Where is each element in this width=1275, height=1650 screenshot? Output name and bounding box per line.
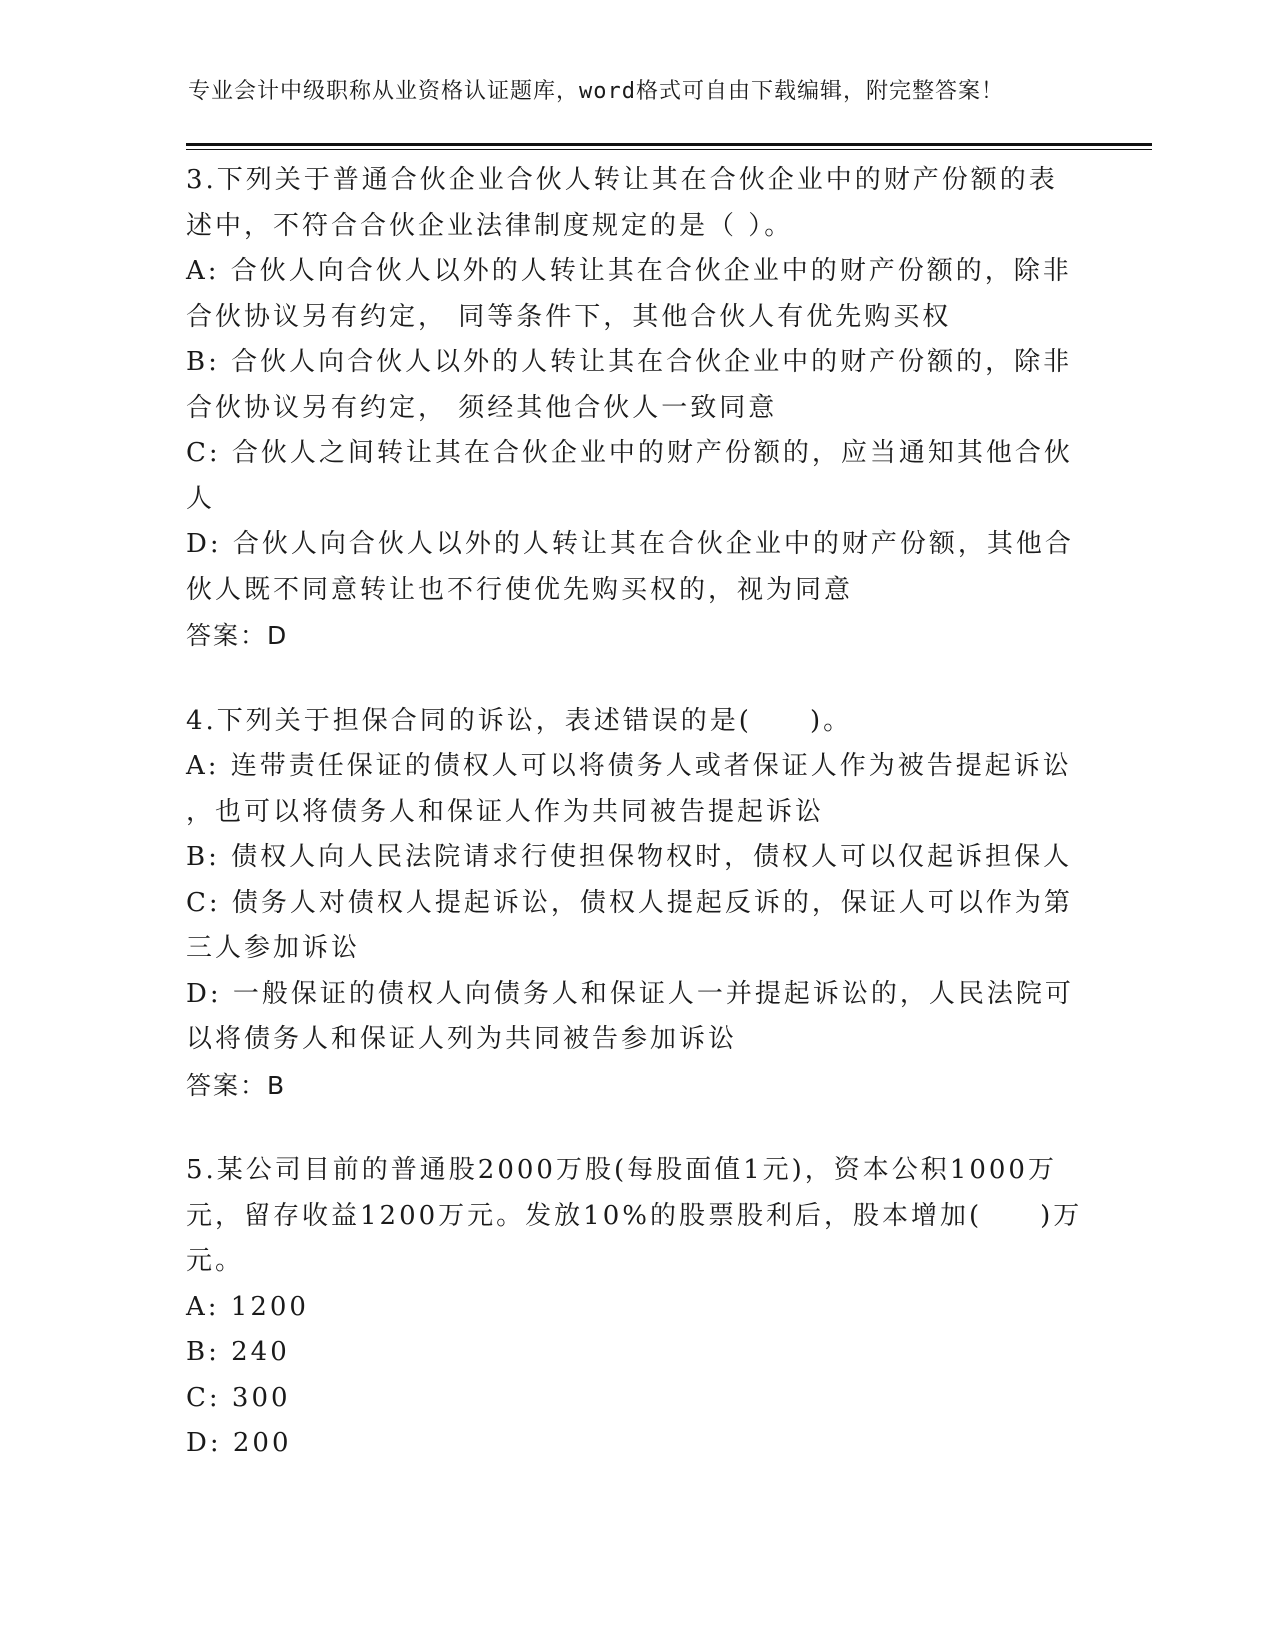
option-a-line: A: 1200 (186, 1291, 309, 1322)
question-3 (186, 158, 1086, 659)
option-a-line: A: 连带责任保证的债权人可以将债务人或者保证人作为被告提起诉讼 (186, 751, 1072, 781)
answer-line: 答案：D (186, 621, 289, 650)
page-header: 专业会计中级职称从业资格认证题库，word格式可自由下载编辑，附完整答案！ (188, 79, 1004, 104)
option-c-line: 人 (186, 483, 216, 514)
question-stem-line: 元，留存收益1200万元。发放10%的股票股利后，股本增加( )万 (186, 1200, 1083, 1231)
option-b-line: B: 债权人向人民法院请求行使担保物权时，债权人可以仅起诉担保人 (186, 842, 1073, 872)
option-a-line: ，也可以将债务人和保证人作为共同被告提起诉讼 (186, 796, 825, 827)
option-c-line: C: 合伙人之间转让其在合伙企业中的财产份额的，应当通知其他合伙 (186, 438, 1073, 468)
answer-line: 答案：B (186, 1070, 287, 1100)
option-c-line: C: 债务人对债权人提起诉讼，债权人提起反诉的，保证人可以作为第 (186, 887, 1073, 918)
question-5 (186, 1148, 1086, 1467)
option-c-line: C: 300 (186, 1382, 291, 1413)
option-b-line: 合伙协议另有约定， 须经其他合伙人一致同意 (186, 392, 778, 423)
header-rule-thick (186, 143, 1152, 146)
question-stem-line: 4.下列关于担保合同的诉讼，表述错误的是( )。 (186, 705, 853, 736)
option-d-line: D: 一般保证的债权人向债务人和保证人一并提起诉讼的，人民法院可 (186, 978, 1074, 1009)
question-4 (186, 699, 1086, 1109)
question-stem-line: 5.某公司目前的普通股2000万股(每股面值1元)，资本公积1000万 (186, 1155, 1057, 1185)
option-a-line: 合伙协议另有约定， 同等条件下，其他合伙人有优先购买权 (186, 301, 952, 332)
option-d-line: 伙人既不同意转让也不行使优先购买权的，视为同意 (186, 574, 854, 605)
question-stem-line: 述中，不符合合伙企业法律制度规定的是（ ）。 (186, 210, 794, 241)
option-d-line: 以将债务人和保证人列为共同被告参加诉讼 (186, 1024, 738, 1054)
option-d-line: D: 合伙人向合伙人以外的人转让其在合伙企业中的财产份额，其他合 (186, 529, 1074, 559)
option-d-line: D: 200 (186, 1428, 292, 1458)
option-b-line: B: 合伙人向合伙人以外的人转让其在合伙企业中的财产份额的，除非 (186, 347, 1073, 377)
header-rule-thin (186, 149, 1152, 150)
option-c-line: 三人参加诉讼 (186, 933, 361, 963)
question-stem-line: 3.下列关于普通合伙企业合伙人转让其在合伙企业中的财产份额的表 (186, 165, 1058, 195)
option-b-line: B: 240 (186, 1337, 290, 1367)
option-a-line: A: 合伙人向合伙人以外的人转让其在合伙企业中的财产份额的，除非 (186, 256, 1072, 286)
question-stem-line: 元。 (186, 1246, 245, 1276)
question-list (186, 158, 1086, 1507)
